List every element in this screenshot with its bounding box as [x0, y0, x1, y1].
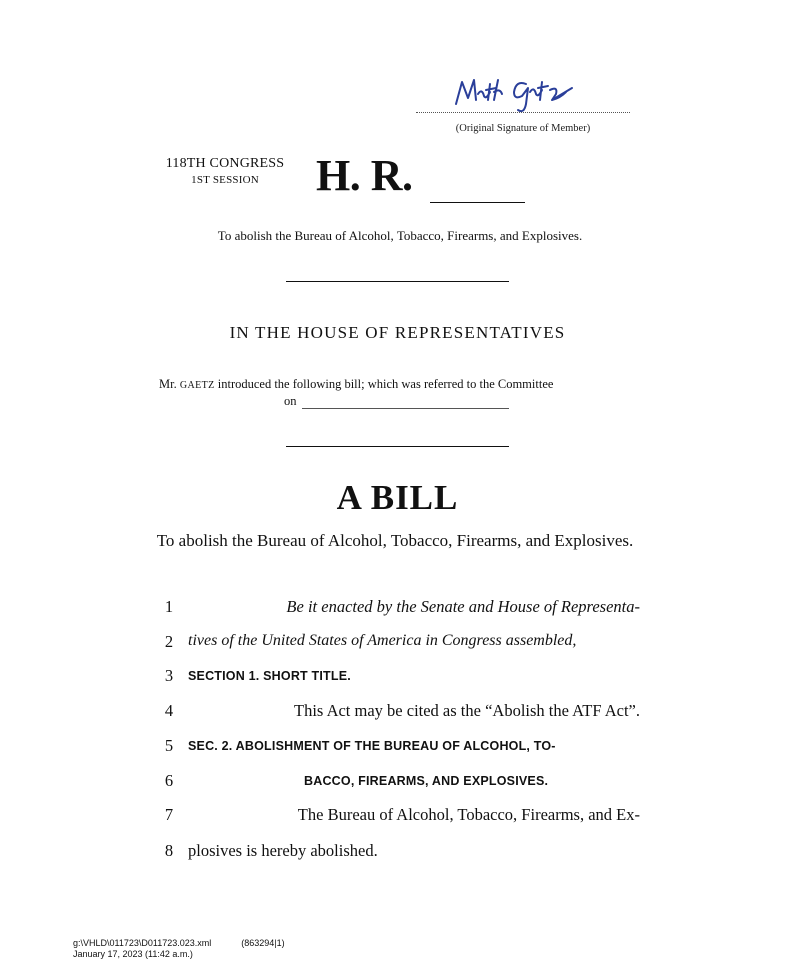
line-number: 5: [164, 736, 174, 755]
line-number: 2: [164, 632, 174, 651]
chamber-heading: IN THE HOUSE OF REPRESENTATIVES: [229, 323, 566, 342]
document-footer: [73, 938, 285, 960]
bill-heading: A BILL: [336, 478, 459, 517]
line-number: 3: [164, 666, 174, 685]
footer-path: g:\VHLD\011723\D011723.023.xml: [73, 938, 212, 948]
bill-line: [160, 666, 640, 690]
sponsor-name: GAETZ: [179, 380, 215, 391]
long-title: To abolish the Bureau of Alcohol, Tobacco, Firearms, and Explosives.: [156, 531, 634, 550]
short-title: To abolish the Bureau of Alcohol, Tobacco, Firearms, and Explosives.: [217, 228, 583, 243]
signature-caption: (Original Signature of Member): [455, 123, 591, 134]
bill-line: [160, 771, 640, 795]
bill-line: [160, 597, 640, 621]
bill-line: [160, 841, 640, 865]
line-number: 6: [164, 771, 174, 790]
line-number: 1: [164, 597, 174, 616]
intro-on: on: [284, 394, 297, 408]
bill-line: [160, 701, 640, 725]
session-label: 1ST SESSION: [191, 174, 259, 186]
divider-rule: [286, 281, 509, 282]
section-heading: SECTION 1. SHORT TITLE.: [188, 669, 351, 683]
intro-mr: Mr.: [159, 377, 177, 391]
bill-number-prefix: H. R.: [316, 151, 413, 200]
line-text: This Act may be cited as the “Abolish the ATF Act”.: [294, 701, 640, 720]
congress-session-block: [150, 156, 300, 188]
line-text: The Bureau of Alcohol, Tobacco, Firearms, and Ex-: [297, 805, 640, 824]
bill-line: [160, 736, 640, 760]
bill-line: [160, 632, 640, 656]
committee-blank: [302, 408, 509, 409]
line-text: plosives is hereby abolished.: [188, 841, 378, 860]
section-heading: BACCO, FIREARMS, AND EXPLOSIVES.: [304, 774, 549, 788]
divider-rule: [286, 446, 509, 447]
line-number: 7: [164, 805, 174, 824]
line-text: tives of the United States of America in Congress assembled,: [188, 632, 577, 649]
line-number: 4: [164, 701, 174, 720]
introduction-text: [159, 376, 639, 394]
line-text: Be it enacted by the Senate and House of Representa-: [286, 597, 640, 616]
bill-line: [160, 805, 640, 829]
line-number: 8: [164, 841, 174, 860]
footer-id: (863294|1): [241, 938, 285, 948]
intro-body: introduced the following bill; which was referred to the Committee: [217, 377, 554, 391]
section-heading: SEC. 2. ABOLISHMENT OF THE BUREAU OF ALCOHOL, TO-: [188, 739, 556, 753]
footer-date: January 17, 2023 (11:42 a.m.): [73, 949, 193, 959]
congress-label: 118TH CONGRESS: [165, 156, 285, 171]
bill-number-blank: [430, 202, 525, 203]
signature-line: [416, 112, 630, 113]
